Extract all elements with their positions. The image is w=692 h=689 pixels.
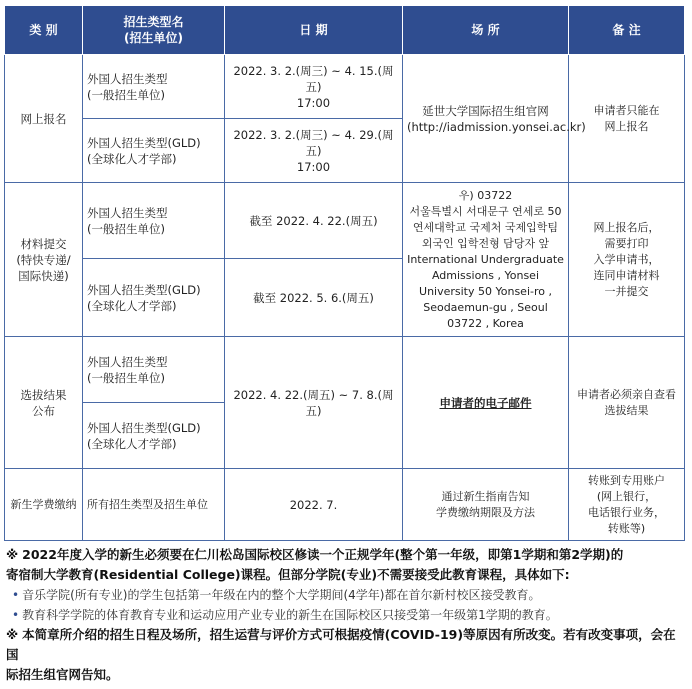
category-line: (特快专递/ [16,252,71,267]
header-category: 类 别 [5,6,83,55]
category-line: 选拔结果 [20,387,67,402]
place-line: 通过新生指南告知 [441,489,530,503]
tuition-date: 2022. 7. [225,469,403,541]
remark-line: 连同申请材料 [593,268,660,282]
online-date-a [225,55,403,119]
results-type-b [83,403,225,469]
remark-line: 电话银行业务， [588,505,665,519]
online-date-b [225,119,403,183]
header-date: 日 期 [225,6,403,55]
tuition-category: 新生学费缴纳 [5,469,83,541]
type-label: 外国人招生类型 [87,354,168,369]
unit-label: (全球化人才学部) [87,298,177,313]
bullet-text: 音乐学院(所有专业)的学生包括第一年级在内的整个大学期间(4学年)都在首尔新村校区接受教育。 [22,588,541,602]
unit-label: (一般招生单位) [87,370,165,385]
date-time: 17:00 [296,95,331,110]
address-line: 서울특별시 서대문구 연세로 50 [409,204,562,218]
address-line: 03722 , Korea [447,316,524,330]
results-date: 2022. 4. 22.(周五) ~ 7. 8.(周五) [225,337,403,469]
table-row [5,469,685,541]
address-line: International Undergraduate [407,252,564,266]
reference-mark-icon: ※ [6,547,19,562]
address-line: Seodaemun-gu , Seoul [423,300,548,314]
date-range: 2022. 3. 2.(周三) ~ 4. 15.(周五) [233,63,394,94]
remark-line: 入学申请书， [593,252,660,266]
note-text: 际招生组官网告知。 [6,667,119,682]
docs-address [403,183,569,337]
category-line: 公布 [32,403,55,418]
results-category [5,337,83,469]
email-label: 申请者的电子邮件 [439,395,532,410]
online-remark [569,55,685,183]
header-type-line1: 招生类型名 [123,15,184,29]
category-line: 国际快递) [18,268,69,283]
remark-line: 一并提交 [604,284,649,298]
results-place [403,337,569,469]
date-range: 2022. 3. 2.(周三) ~ 4. 29.(周五) [233,127,394,158]
online-place [403,55,586,183]
header-place: 场 所 [403,6,569,55]
footnotes [6,545,688,685]
address-line: 연세대학교 국제처 국제입학팀 [412,220,559,234]
table-row [5,337,685,403]
docs-type-a [83,183,225,259]
docs-type-b [83,259,225,337]
remark-line: 申请者只能在 [593,103,660,117]
schedule-table [4,5,685,541]
bullet-text: 教育科学学院的体育教育专业和运动应用产业专业的新生在国际校区只接受第一年级第1学期的教育。 [22,608,558,622]
table-row [5,183,685,259]
place-url: (http://iadmission.yonsei.ac.kr) [407,119,586,134]
address-line: Admissions , Yonsei [431,268,540,282]
date-time: 17:00 [296,159,331,174]
type-label: 外国人招生类型(GLD) [87,282,201,297]
address-line: 우) 03722 [458,188,513,202]
online-type-b [83,119,225,183]
category-line: 材料提交 [20,236,67,251]
docs-date-b: 截至 2022. 5. 6.(周五) [225,259,403,337]
type-label: 外国人招生类型(GLD) [87,420,201,435]
note-text: 本简章所介绍的招生日程及场所，招生运营与评价方式可根据疫情(COVID-19)等原因有所改变。若有改变事项，会在国 [6,627,676,662]
address-line: 외국인 입학전형 담당자 앞 [421,236,550,250]
note-text: 2022年度入学的新生必须要在仁川松岛国际校区修读一个正规学年(整个第一年级，即第1学期和第2学期)的 [22,547,624,562]
header-type-line2: (招生单位) [124,31,183,45]
remark-line: 网上报名 [604,119,649,133]
remark-line: 转账等) [607,521,646,535]
unit-label: (全球化人才学部) [87,151,177,166]
remark-line: 网上报名后， [593,220,660,234]
docs-remark [569,183,685,337]
note-text: 寄宿制大学教育(Residential College)课程。但部分学院(专业)不需要接受此教育课程，具体如下: [6,567,570,582]
results-type-a [83,337,225,403]
type-label: 外国人招生类型(GLD) [87,135,201,150]
remark-line: 转账到专用账户 [588,473,665,487]
header-type [83,6,225,55]
table-header-row [5,6,685,55]
note-residential [6,545,688,585]
docs-category [5,183,83,337]
unit-label: (全球化人才学部) [87,436,177,451]
place-line: 学费缴纳期限及方法 [436,505,535,519]
note-bullet-music [6,585,688,605]
remark-line: 申请者必须亲自查看 [577,387,676,401]
docs-date-a: 截至 2022. 4. 22.(周五) [225,183,403,259]
bullet-icon: • [12,588,20,602]
address-line: University 50 Yonsei-ro , [419,284,552,298]
type-label: 外国人招生类型 [87,71,168,86]
results-remark [569,337,685,469]
unit-label: (一般招生单位) [87,87,165,102]
header-remark: 备 注 [569,6,685,55]
bullet-icon: • [12,608,20,622]
table-row [5,55,685,119]
online-category: 网上报名 [5,55,83,183]
tuition-remark [569,469,685,541]
type-label: 外国人招生类型 [87,205,168,220]
note-covid [6,625,688,685]
place-name: 延世大学国际招生组官网 [422,103,549,118]
unit-label: (一般招生单位) [87,221,165,236]
tuition-type: 所有招生类型及招生单位 [83,469,225,541]
remark-line: (网上银行， [596,489,657,503]
online-type-a [83,55,225,119]
note-bullet-education [6,605,688,625]
remark-line: 选拔结果 [604,403,649,417]
reference-mark-icon: ※ [6,627,19,642]
remark-line: 需要打印 [604,236,649,250]
tuition-place [403,469,569,541]
